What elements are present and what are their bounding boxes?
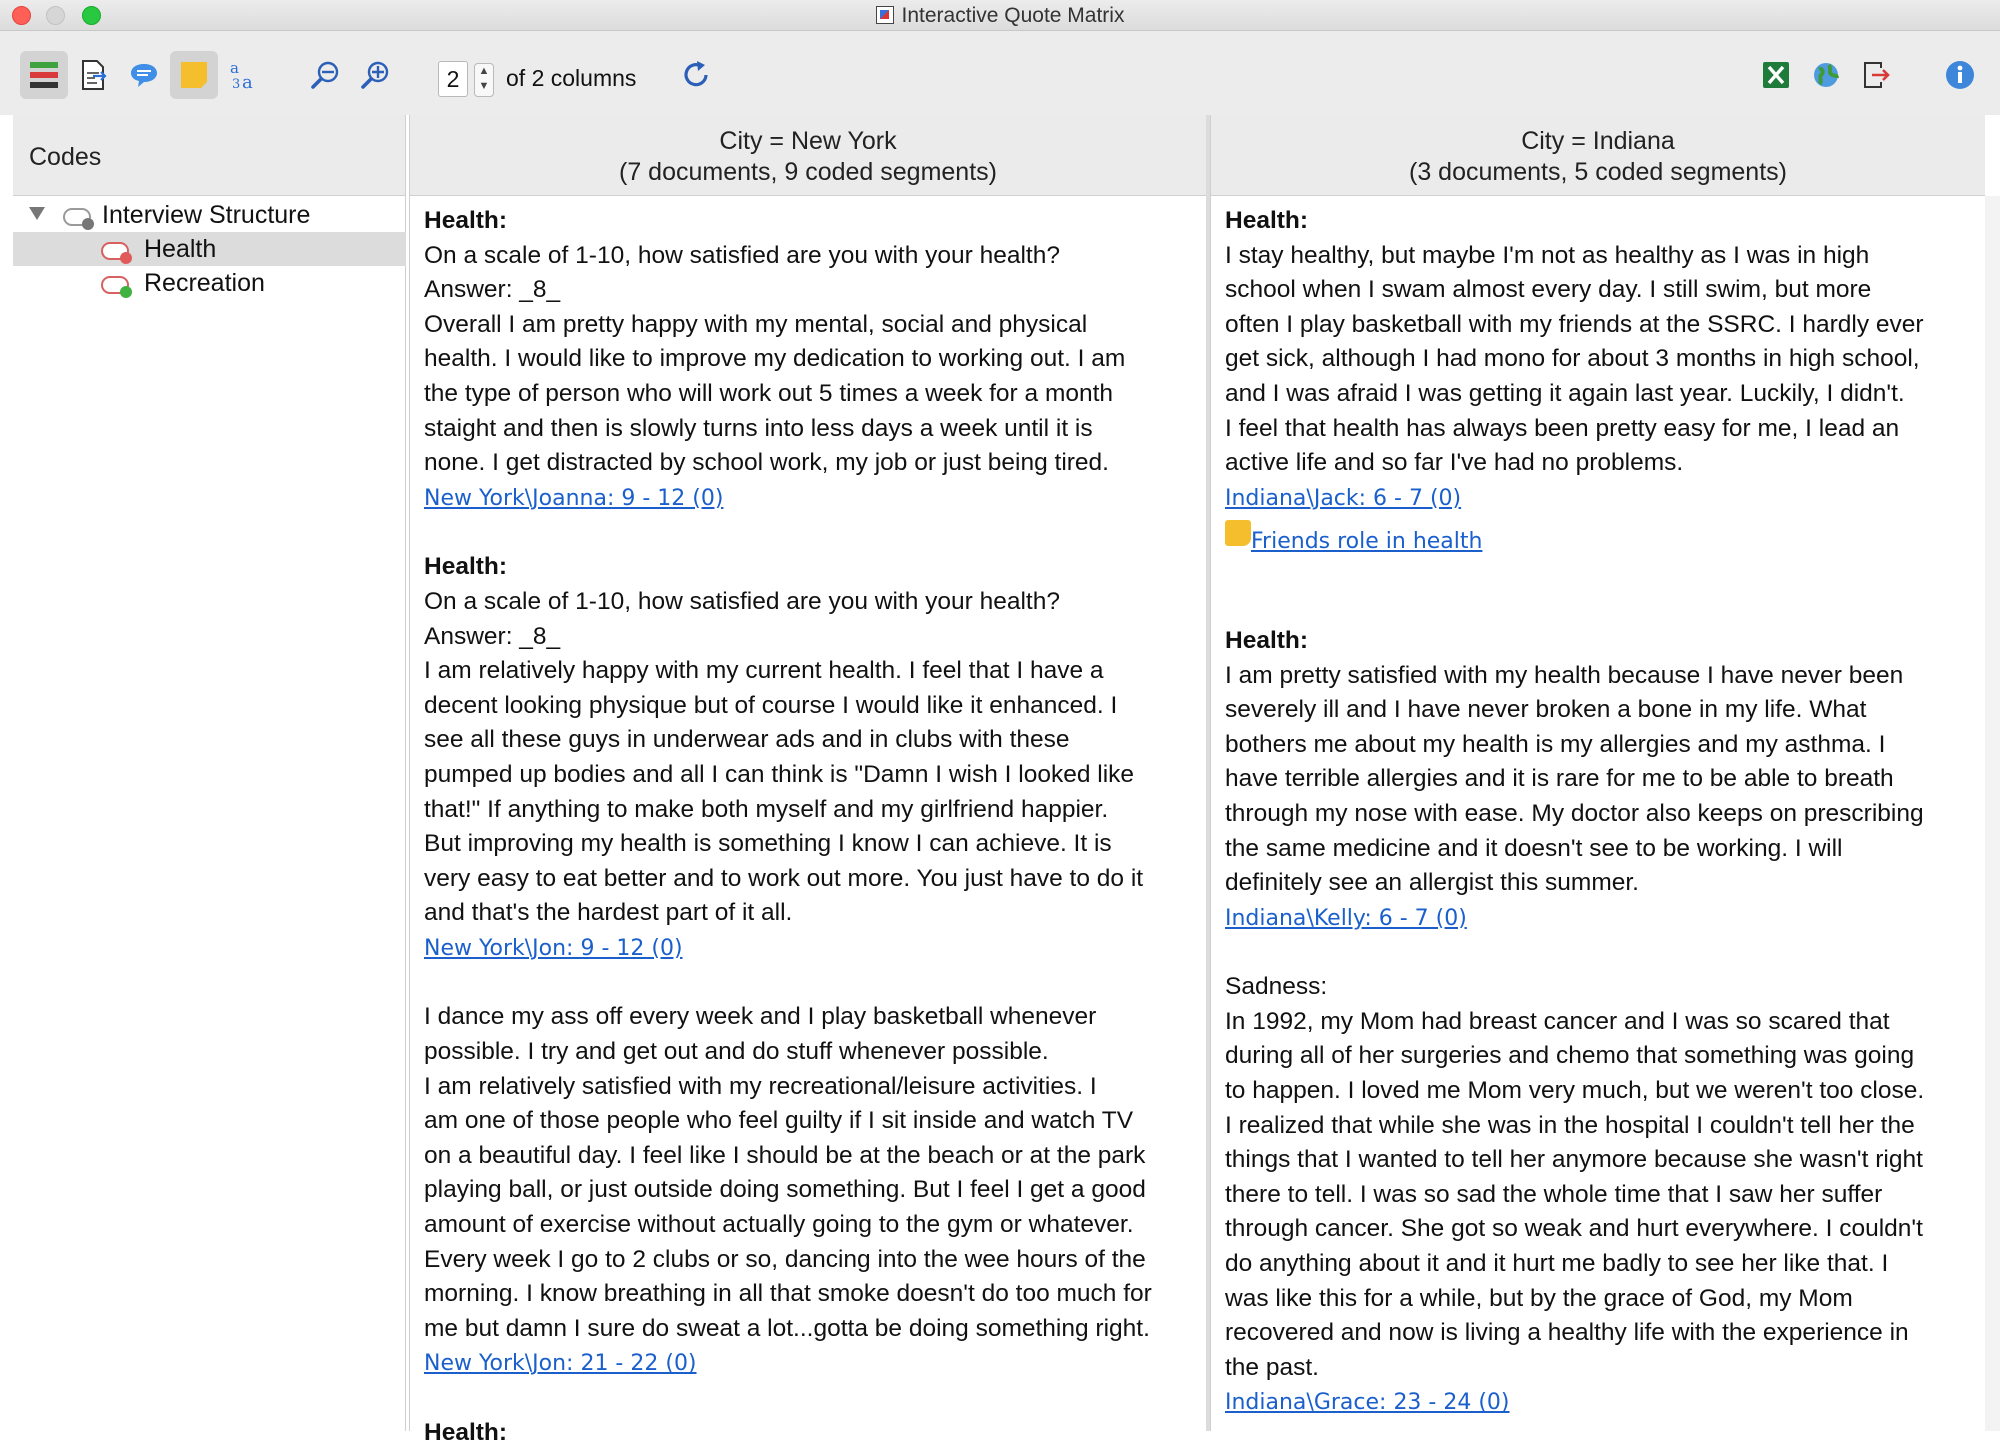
zoom-out-icon — [310, 59, 342, 91]
memo-link[interactable]: Friends role in health — [1251, 529, 1483, 555]
speech-bubble-icon — [129, 61, 159, 89]
tree-item-label: Interview Structure — [102, 201, 311, 229]
tree-item-interview-structure[interactable] — [13, 198, 406, 232]
chevron-up-icon[interactable]: ▲ — [478, 65, 490, 77]
coded-segment — [424, 1000, 1192, 1382]
svg-text:a: a — [242, 72, 253, 93]
code-group-icon — [63, 208, 91, 226]
svg-text:a: a — [230, 59, 239, 77]
chevron-down-icon[interactable]: ▼ — [478, 80, 490, 92]
export-excel-button[interactable] — [1752, 51, 1800, 99]
segment-source-link[interactable]: Indiana\Jack: 6 - 7 (0) — [1225, 485, 1462, 511]
coded-segment — [1225, 970, 1971, 1421]
column-number-field[interactable]: 2 — [438, 61, 468, 97]
column-new-york — [409, 115, 1206, 1446]
zoom-in-icon — [360, 59, 392, 91]
document-export-icon — [79, 59, 109, 91]
excel-icon — [1761, 60, 1791, 90]
refresh-icon — [680, 59, 712, 91]
coded-segment — [424, 204, 1192, 516]
code-icon — [101, 276, 129, 294]
column-stepper[interactable] — [474, 63, 494, 97]
segment-source-link[interactable]: New York\Joanna: 9 - 12 (0) — [424, 485, 724, 511]
tree-item-recreation[interactable] — [13, 266, 406, 300]
column-body — [410, 196, 1206, 1451]
segment-text: In 1992, my Mom had breast cancer and I was so scared that during all of her surgeries and chemo that something was going to happen. I loved me Mom very much, but we weren't too close. I realized that while she was in the hospital I couldn't tell her the things that I wanted to tell her anymore because she wasn't right there to tell. I was so sad the whole time that I saw her suffer through cancer. She got so weak and hurt everywhere. I couldn't do anything about it and it hurt me badly to see her like that. I was like this for a while, but by the grace of God, my Mom recovered and now is living a healthy life with the experience in the past. — [1225, 1007, 1925, 1381]
coded-segment — [1225, 624, 1971, 936]
svg-text:3: 3 — [232, 77, 241, 92]
codes-panel — [13, 115, 406, 1431]
coded-segment — [424, 1416, 1192, 1451]
segment-code-title: Health: — [424, 207, 508, 234]
disclosure-triangle-icon[interactable] — [29, 207, 45, 220]
info-button[interactable] — [1936, 51, 1984, 99]
segment-text: On a scale of 1-10, how satisfied are you with your health? Answer: _8_ Overall I am pretty happy with my mental, social and physical health. I would like to improve my dedication to working out. I am the type of person who will work out 5 times a week for a month staight and then is slowly turns into less days a week until it is none. I get distracted by school work, my job or just being tired. — [424, 241, 1126, 477]
segment-code-title: Sadness: — [1225, 973, 1328, 1001]
app-icon — [876, 6, 894, 24]
segment-text: On a scale of 1-10, how satisfied are you with your health? Answer: _8_ I am relatively happy with my current health. I feel that I have a decent looking physique but of course I would like it enhanced. I see all these guys in underwear ads and in clubs with these pumped up bodies and all I can think is "Damn I wish I looked like that!" If anything to make both myself and my girlfriend happier. But improving my health is something I know I can achieve. It is very easy to eat better and to work out more. You just have to do it and that's the hardest part of it all. — [424, 587, 1144, 927]
coded-segment — [424, 550, 1192, 966]
memo-icon — [179, 60, 209, 90]
memo-icon[interactable] — [1225, 520, 1251, 546]
toolbar — [0, 31, 2000, 115]
codes-header: Codes — [13, 115, 405, 196]
export-web-button[interactable] — [1802, 51, 1850, 99]
export-icon — [1861, 60, 1891, 90]
memo-row — [1225, 520, 1971, 560]
segment-source-link[interactable]: Indiana\Kelly: 6 - 7 (0) — [1225, 905, 1467, 931]
column-header — [1211, 115, 1985, 196]
segment-source-link[interactable]: New York\Jon: 21 - 22 (0) — [424, 1351, 697, 1377]
tree-item-label: Recreation — [144, 269, 265, 297]
title-bar — [0, 0, 2000, 31]
segment-code-title: Health: — [424, 553, 508, 581]
export-file-button[interactable] — [1852, 51, 1900, 99]
segment-source-link[interactable]: Indiana\Grace: 23 - 24 (0) — [1225, 1390, 1510, 1416]
code-colors-button[interactable] — [20, 51, 68, 99]
window-scrollbar[interactable] — [1985, 196, 2000, 1431]
zoom-out-button[interactable] — [302, 51, 350, 99]
column-body — [1211, 196, 1985, 1421]
segment-code-title: Health: — [1225, 626, 1309, 654]
segment-text: I stay healthy, but maybe I'm not as healthy as I was in high school when I swam almost every day. I still swim, but more often I play basketball with my friends at the SSRC. I hardly ever get sick, although I had mono for about 3 months in high school, and I was afraid I was getting it again last year. Luckily, I didn't. I feel that health has always been pretty easy for me, I lead an active life and so far I've had no problems. — [1225, 241, 1924, 477]
text-style-button[interactable] — [220, 51, 268, 99]
coded-segment — [1225, 204, 1971, 560]
zoom-in-button[interactable] — [352, 51, 400, 99]
segment-source-link[interactable]: New York\Jon: 9 - 12 (0) — [424, 935, 683, 961]
memos-button[interactable] — [170, 51, 218, 99]
column-header — [410, 115, 1206, 196]
segment-code-title: Health: — [1225, 207, 1309, 234]
segment-text: I dance my ass off every week and I play basketball whenever possible. I try and get out and do stuff whenever possible. I am relatively satisfied with my recreational/leisure activities. I am one of those people who feel guilty if I sit inside and watch TV on a beautiful day. I feel like I should be at the beach or at the park playing ball, or just outside doing something. But I feel I get a good amount of exercise without actually going to the gym or whatever. Every week I go to 2 clubs or so, dancing into the wee hours of the morning. I know breathing in all that smoke doesn't do too much for me but damn I sure do sweat a lot...gotta be doing something right. — [424, 1003, 1152, 1342]
refresh-button[interactable] — [672, 51, 720, 99]
comments-button[interactable] — [120, 51, 168, 99]
text-format-icon — [228, 59, 260, 91]
column-indiana — [1210, 115, 1985, 1431]
tree-item-health[interactable] — [13, 232, 406, 266]
segment-code-title: Health: — [424, 1419, 508, 1446]
column-count-label: of 2 columns — [506, 65, 637, 91]
tree-item-label: Health — [144, 235, 217, 263]
window-title-text: Interactive Quote Matrix — [901, 4, 1125, 27]
globe-icon — [1811, 60, 1841, 90]
column-header-count: (3 documents, 5 coded segments) — [1409, 158, 1787, 186]
info-icon — [1944, 59, 1976, 91]
column-header-title: City = Indiana — [1521, 127, 1675, 155]
column-header-title: City = New York — [719, 127, 897, 155]
export-document-button[interactable] — [70, 51, 118, 99]
code-colors-icon — [29, 61, 59, 89]
column-header-count: (7 documents, 9 coded segments) — [619, 158, 997, 186]
code-icon — [101, 242, 129, 260]
window-title — [0, 4, 2000, 28]
segment-text: I am pretty satisfied with my health because I have never been severely ill and I have never broken a bone in my life. What bothers me about my health is my allergies and my asthma. I have terrible allergies and it is rare for me to be able to breath through my nose with ease. My doctor also keeps on prescribing the same medicine and it doesn't see to be working. I will definitely see an allergist this summer. — [1225, 661, 1924, 897]
